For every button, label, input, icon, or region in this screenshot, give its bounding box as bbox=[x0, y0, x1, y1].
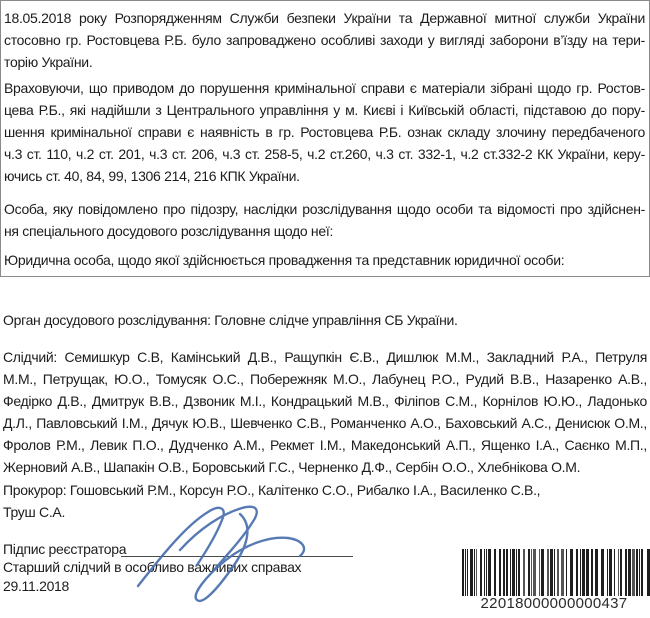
grounds-line-4: ч.3 ст. 110, ч.2 ст. 201, ч.3 ст. 206, ч.3 ст. 258-5, ч.2 ст.260, ч.3 ст. 332-1, ч.2 ст.332-2 КК України, керу- bbox=[4, 146, 645, 162]
barcode bbox=[462, 549, 650, 596]
investigators-line-1: Слідчий: Семишкур С.В, Камінський Д.В., Ращупкін Є.В., Дишлюк М.М., Закладний Р.А., Петруля bbox=[3, 349, 647, 365]
investigators-line-4: Д.Л., Павловський І.М., Дячук Ю.В., Шевченко С.В., Романченко А.О., Баховський А.С., Денисюк О.М., bbox=[3, 415, 647, 431]
investigators-line-5: Фролов Р.М., Левик П.О., Дудченко А.М., Рекмет І.М., Македонський А.П., Ященко І.А., Саєнко М.П., bbox=[3, 437, 647, 453]
grounds-line-2: цева Р.Б., які надійшли з Центрального управління у м. Києві і Київській області, підставою до пору- bbox=[4, 102, 645, 118]
investigators-line-6: Жерновий А.В., Шапакін О.В., Боровський Г.С., Черненко Д.Ф., Сербін О.О., Хлебнікова О.М. bbox=[3, 459, 581, 475]
case-grounds-paragraph bbox=[4, 77, 645, 187]
prosecutors-line-2: Труш С.А. bbox=[3, 504, 66, 520]
document-date: 29.11.2018 bbox=[3, 578, 70, 594]
investigation-body-line: Орган досудового розслідування: Головне слідче управління СБ України. bbox=[3, 312, 458, 328]
intro-line-2: стосовно гр. Ростовцева Р.Б. було запроваджено особливі заходи у вигляді заборони в’їзду на тери- bbox=[4, 32, 645, 48]
signature-scribble-icon bbox=[130, 498, 365, 610]
barcode-number: 22018000000000437 bbox=[480, 595, 628, 612]
suspect-info-line-2: ня спеціального досудового розслідування щодо неї: bbox=[4, 223, 334, 239]
suspect-info-line-1: Особа, яку повідомлено про підозру, наслідки розслідування щодо особи та відомості про здійснен- bbox=[4, 201, 645, 217]
prosecutors-line-1: Прокурор: Гошовський Р.М., Корсун Р.О., Калітенко С.О., Рибалко І.А., Василенко С.В., bbox=[3, 482, 541, 498]
investigators-line-2: М.М., Петрущак, Ю.О., Томусяк О.С., Побережняк М.О., Лабунец Р.О., Рудий В.В., Назаренко А.В., bbox=[3, 371, 647, 387]
legal-entity-paragraph bbox=[4, 249, 645, 271]
intro-line-3: торію України. bbox=[4, 54, 93, 70]
investigators-paragraph bbox=[3, 346, 647, 478]
investigator-title-line: Старший слідчий в особливо важливих справах bbox=[3, 559, 302, 575]
investigators-line-3: Федірко Д.В., Дмитрук В.В., Дзвоник М.І., Кондрацький М.В., Філіпов С.М., Корнілов Ю.Ю., Ладонько bbox=[3, 393, 647, 409]
suspect-info-paragraph bbox=[4, 198, 645, 242]
legal-entity-line-1: Юридична особа, щодо якої здійснюється провадження та представник юридичної особи: bbox=[4, 252, 565, 268]
registrar-signature-label: Підпис реєстратора bbox=[3, 541, 127, 557]
grounds-line-1: Враховуючи, що приводом до порушення кримінальної справи є матеріали зібрані щодо гр. Ростов- bbox=[4, 80, 645, 96]
grounds-line-3: шення кримінальної справи є наявність в гр. Ростовцева Р.Б. ознак складу злочину передбаченого bbox=[4, 124, 645, 140]
intro-paragraph bbox=[4, 7, 645, 73]
intro-line-1: 18.05.2018 року Розпорядженням Служби безпеки України та Державної митної служби України bbox=[4, 10, 645, 26]
grounds-line-5: ючись ст. 40, 84, 99, 1306 214, 216 КПК України. bbox=[4, 168, 300, 184]
entry-restriction-box bbox=[0, 0, 650, 277]
